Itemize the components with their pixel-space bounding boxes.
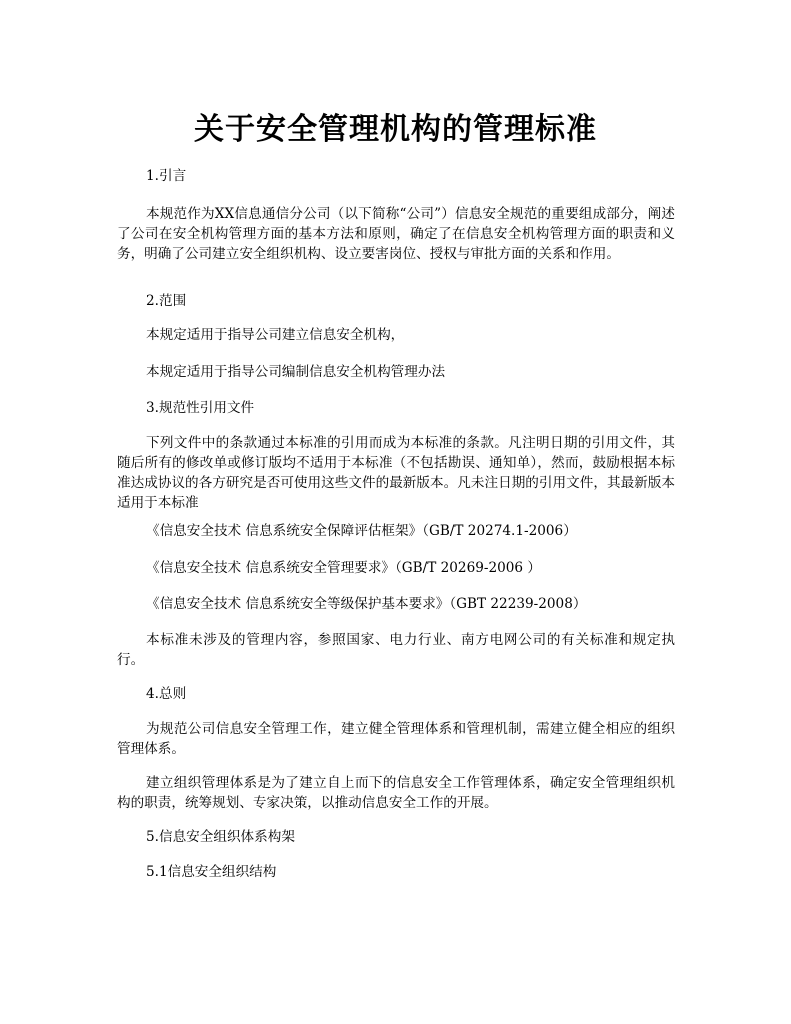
section-1-paragraph: 本规范作为XX信息通信分公司（以下简称“公司”）信息安全规范的重要组成部分，阐述了公司在安全机构管理方面的基本方法和原则，确定了在信息安全机构管理方面的职责和义务，明确了公司建立安全组织机构、设立要害岗位、授权与审批方面的关系和作用。: [117, 206, 675, 262]
section-5-1-heading: 5.1信息安全组织结构: [146, 864, 277, 880]
section-2-heading: 2.范围: [146, 293, 187, 309]
section-2-paragraph-2: 本规定适用于指导公司编制信息安全机构管理办法: [146, 364, 446, 380]
section-3-paragraph-1: 下列文件中的条款通过本标准的引用而成为本标准的条款。凡注明日期的引用文件，其随后所有的修改单或修订版均不适用于本标准（不包括勘误、通知单），然而，鼓励根据本标准达成协议的各方研究是否可使用这些文件的最新版本。凡未注日期的引用文件，其最新版本适用于本标准: [117, 435, 675, 511]
section-3-paragraph-2: 本标准未涉及的管理内容，参照国家、电力行业、南方电网公司的有关标准和规定执行。: [117, 632, 675, 668]
reference-item-1: 《信息安全技术 信息系统安全保障评估框架》（GB/T 20274.1-2006）: [146, 523, 577, 539]
section-4-paragraph-2: 建立组织管理体系是为了建立自上而下的信息安全工作管理体系，确定安全管理组织机构的职责，统筹规划、专家决策，以推动信息安全工作的开展。: [117, 775, 675, 811]
section-5-heading: 5.信息安全组织体系构架: [146, 829, 295, 845]
section-4-heading: 4.总则: [146, 686, 187, 702]
document-title: 关于安全管理机构的管理标准: [194, 112, 597, 147]
section-1-heading: 1.引言: [146, 168, 187, 184]
reference-item-3: 《信息安全技术 信息系统安全等级保护基本要求》（GBT 22239-2008）: [146, 596, 587, 612]
section-2-paragraph-1: 本规定适用于指导公司建立信息安全机构，: [146, 327, 405, 343]
section-3-heading: 3.规范性引用文件: [146, 400, 255, 416]
section-4-paragraph-1: 为规范公司信息安全管理工作，建立健全管理体系和管理机制，需建立健全相应的组织管理体系。: [117, 721, 675, 757]
reference-item-2: 《信息安全技术 信息系统安全管理要求》（GB/T 20269-2006 ）: [146, 560, 541, 576]
